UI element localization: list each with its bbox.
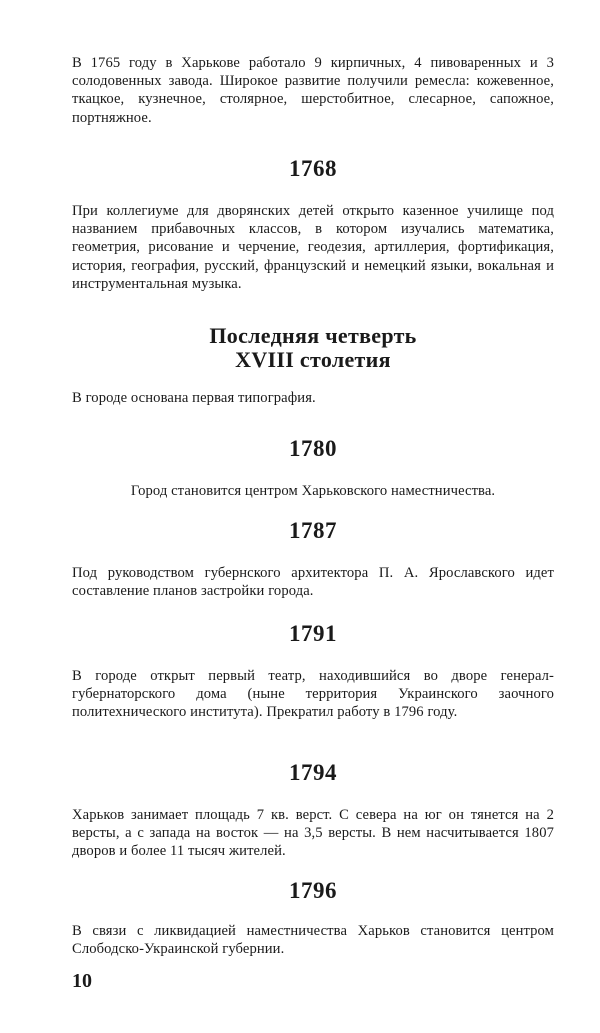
entry-text: В связи с ликвидацией наместничества Харьков становится центром Слободско-Украинской губернии. <box>72 923 554 958</box>
entry-text: Город становится центром Харьковского наместничества. <box>130 483 496 499</box>
entry-text: В городе открыт первый театр, находившийся во дворе генерал-губернаторского дома (ныне территория Украинского заочного политехнического института). Прекратил работу в 1796 году. <box>72 668 554 721</box>
year-heading: 1780 <box>289 436 337 461</box>
entry-1794 <box>72 760 554 861</box>
section-title-line-1: Последняя четверть <box>209 323 417 348</box>
section-title-line-2: XVIII столетия <box>235 347 391 372</box>
entry-text: Харьков занимает площадь 7 кв. верст. С севера на юг он тянется на 2 версты, а с запада на восток — на 3,5 версты. В нем насчитывается 1807 дворов и более 11 тысяч жителей. <box>72 807 554 860</box>
page-number: 10 <box>72 970 92 992</box>
entry-1787 <box>72 518 554 600</box>
year-heading: 1791 <box>289 621 337 646</box>
section-last-quarter-18th-century <box>72 324 554 407</box>
entry-text: В городе основана первая типография. <box>72 390 316 406</box>
entry-1796 <box>72 878 554 958</box>
entry-1765 <box>72 54 554 127</box>
entry-1791 <box>72 621 554 722</box>
year-heading: 1787 <box>289 518 337 543</box>
entry-1768 <box>72 156 554 293</box>
year-heading: 1794 <box>289 760 337 785</box>
entry-text: При коллегиуме для дворянских детей открыто казенное училище под названием прибавочных классов, в котором изучались математика, геометрия, рисование и черчение, геодезия, артиллерия, фортификация, история, география, русский, французский и немецкий языки, вокальная и инструментальная музыка. <box>72 203 554 292</box>
year-heading: 1796 <box>289 878 337 903</box>
entry-text: В 1765 году в Харькове работало 9 кирпичных, 4 пивоваренных и 3 солодовенных завода. Широкое развитие получили ремесла: кожевенное, ткацкое, кузнечное, столярное, шерстобитное, слесарное, сапожное, портняжное. <box>72 55 554 126</box>
entry-text: Под руководством губернского архитектора П. А. Ярославского идет составление планов застройки города. <box>72 565 554 600</box>
entry-1780 <box>72 436 554 500</box>
year-heading: 1768 <box>289 156 337 181</box>
